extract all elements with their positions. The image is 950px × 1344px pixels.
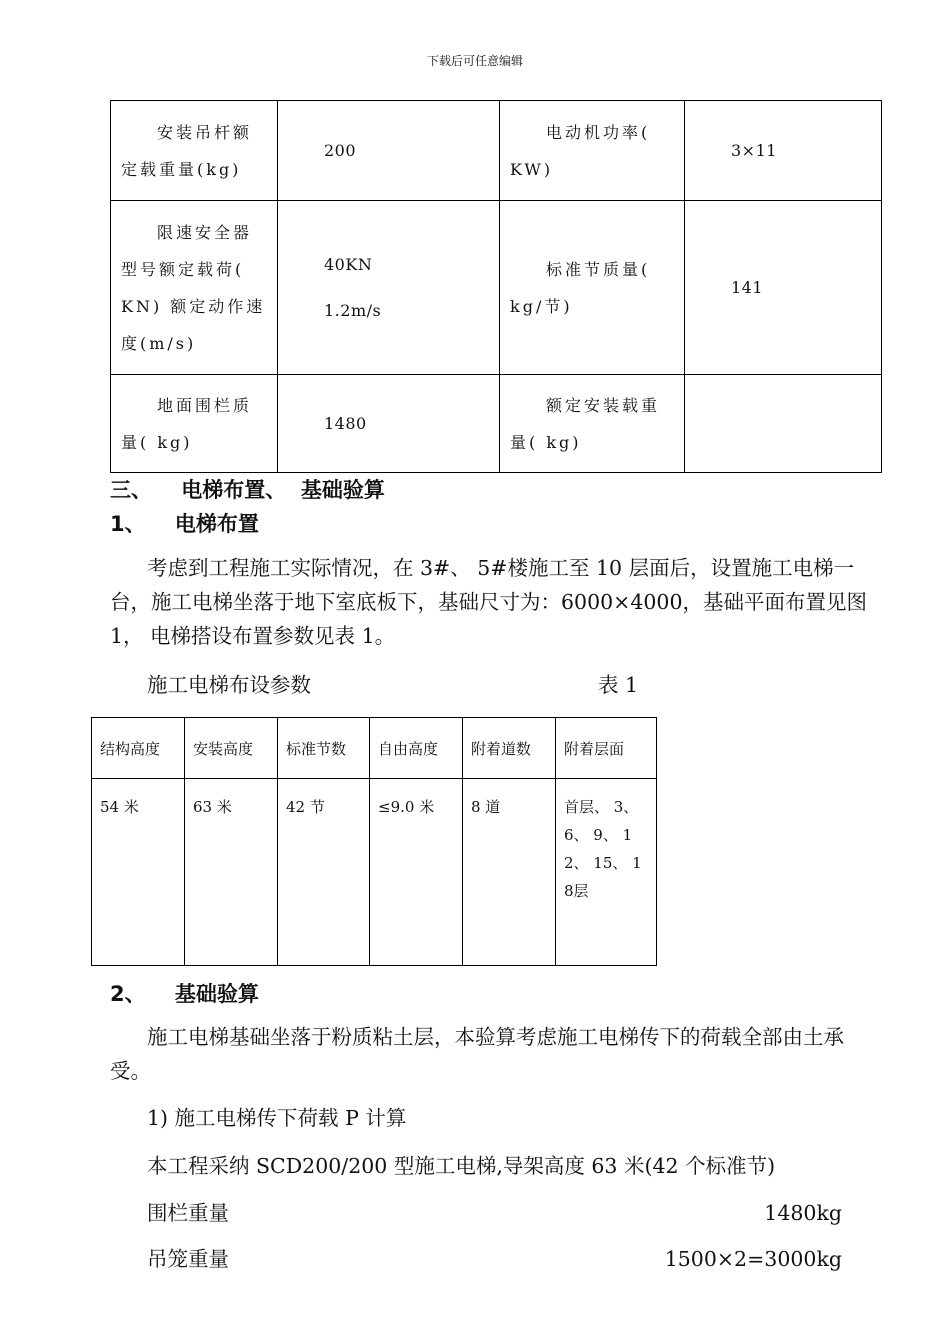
table-cell: ≤9.0 米 — [370, 779, 463, 966]
spec-value — [278, 201, 500, 375]
table-caption: 施工电梯布设参数 — [147, 673, 311, 697]
subsection-title: 2、 基础验算 — [110, 982, 259, 1006]
table-header: 自由高度 — [370, 718, 463, 779]
spec-row — [111, 101, 882, 201]
table-header: 附着道数 — [463, 718, 556, 779]
spec-table — [110, 100, 882, 473]
paragraph: 考虑到工程施工实际情况，在 3#、 5#楼施工至 10 层面后，设置施工电梯一台，施工电梯坐落于地下室底板下，基础尺寸为：6000×4000，基础平面布置见图 1， 电梯搭设布置参数见表 1。 — [110, 556, 868, 648]
spec-label: 额定安装载重量( kg) — [500, 375, 685, 473]
table-row — [92, 779, 657, 966]
subsection-title: 1、 电梯布置 — [110, 512, 259, 536]
spec-row — [111, 375, 882, 473]
spec-label: 地面围栏质量( kg) — [111, 375, 278, 473]
spec-value: 141 — [685, 201, 882, 375]
table-cell: 54 米 — [92, 779, 185, 966]
table-cell: 首层、 3、6、 9、 12、 15、 18层 — [556, 779, 657, 966]
spec-value-speed: 1.2m/s — [324, 300, 382, 320]
list-item: 1) 施工电梯传下荷载 P 计算 — [147, 1106, 407, 1130]
load-name: 吊笼重量 — [147, 1247, 229, 1271]
spec-label: 安装吊杆额定载重量(kg) — [111, 101, 278, 201]
spec-value: 1480 — [278, 375, 500, 473]
parameter-table — [91, 717, 657, 966]
table-cell: 42 节 — [278, 779, 370, 966]
model-line: 本工程采纳 SCD200/200 型施工电梯,导架高度 63 米(42 个标准节) — [147, 1154, 776, 1178]
spec-value: 3×11 — [685, 101, 882, 201]
spec-row — [111, 201, 882, 375]
load-value: 1480kg — [764, 1201, 842, 1225]
table-header: 附着层面 — [556, 718, 657, 779]
table-header: 标准节数 — [278, 718, 370, 779]
table-number: 表 1 — [598, 673, 639, 697]
section-title: 三、 电梯布置、 基础验算 — [110, 478, 385, 502]
paragraph: 施工电梯基础坐落于粉质粘土层，本验算考虑施工电梯传下的荷载全部由土承受。 — [110, 1025, 844, 1083]
spec-value: 200 — [278, 101, 500, 201]
spec-label: 限速安全器型号额定载荷( KN) 额定动作速度(m/s) — [111, 201, 278, 375]
load-value: 1500×2=3000kg — [664, 1247, 842, 1271]
spec-value — [685, 375, 882, 473]
table-header-row — [92, 718, 657, 779]
spec-label: 电动机功率( KW) — [500, 101, 685, 201]
spec-value-load: 40KN — [324, 254, 373, 274]
table-cell: 8 道 — [463, 779, 556, 966]
spec-label: 标准节质量( kg/节) — [500, 201, 685, 375]
table-header: 安装高度 — [185, 718, 278, 779]
table-header: 结构高度 — [92, 718, 185, 779]
load-name: 围栏重量 — [147, 1201, 229, 1225]
page-header: 下载后可任意编辑 — [426, 54, 523, 68]
table-cell: 63 米 — [185, 779, 278, 966]
